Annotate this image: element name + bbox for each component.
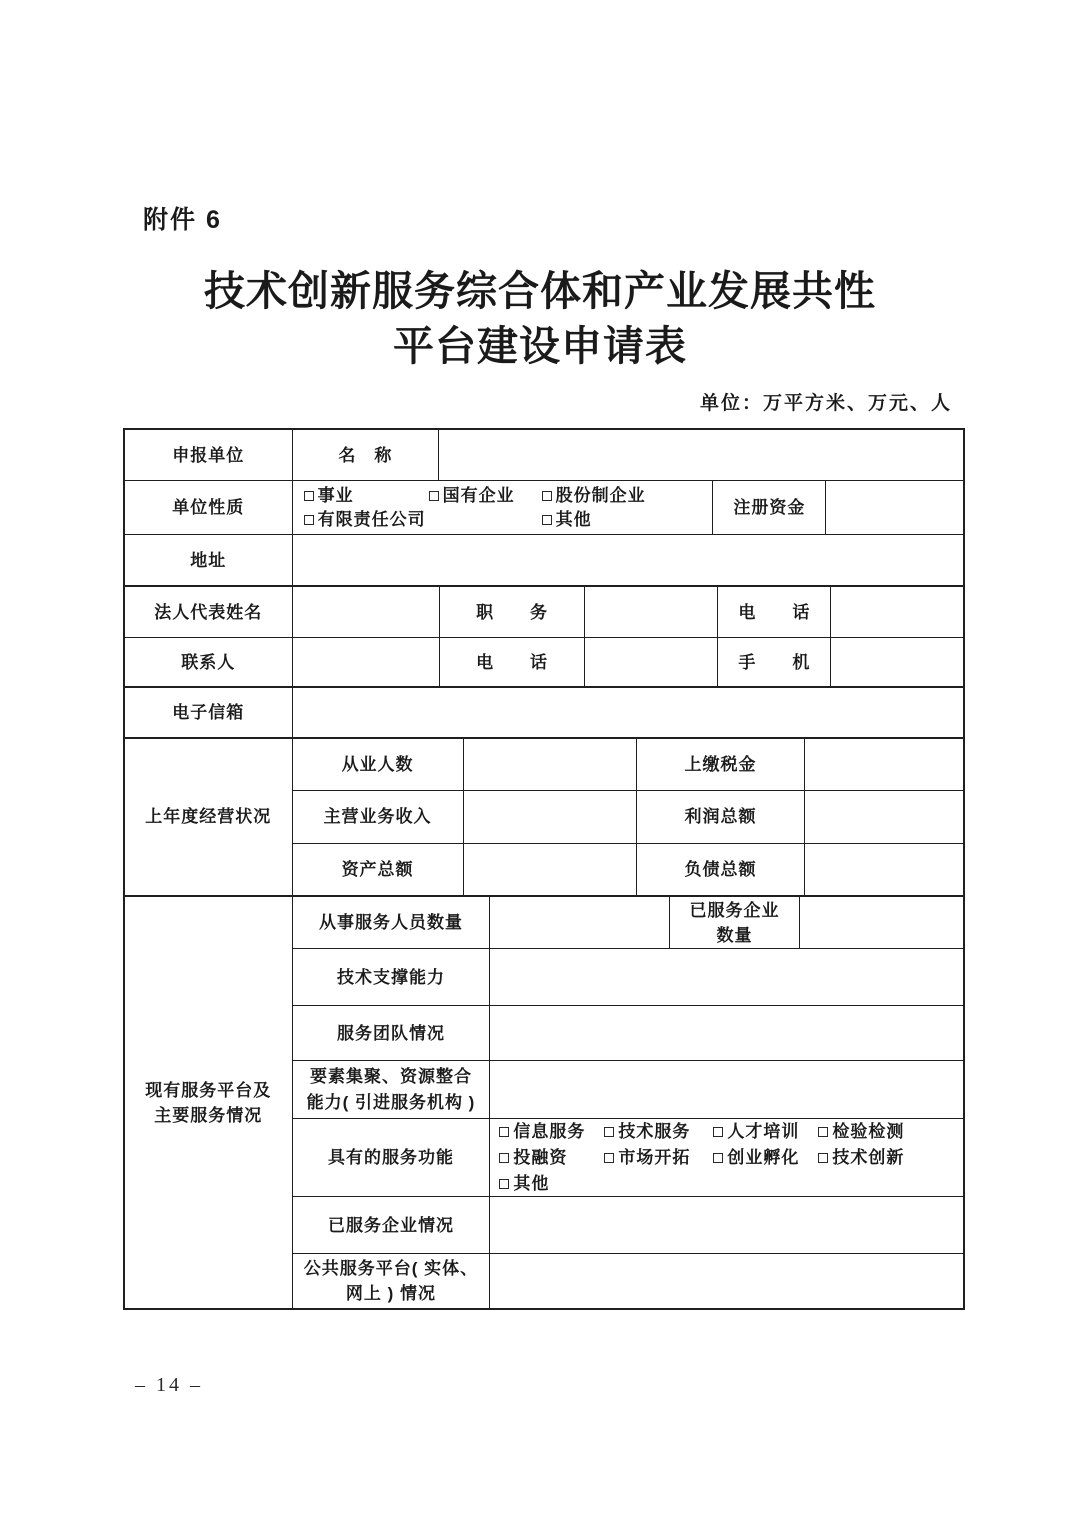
input-cell-total-liabilities xyxy=(805,844,963,895)
checkbox-label: 技术服务 xyxy=(618,1121,691,1141)
checkbox-option-joint-stock xyxy=(542,484,646,508)
checkbox-label: 检验检测 xyxy=(832,1121,905,1141)
input-cell-service-team xyxy=(490,1006,963,1060)
checkbox-label: 其他 xyxy=(555,509,592,529)
label-served-companies: 已服务企业情况 xyxy=(293,1197,491,1253)
checkbox-label: 信息服务 xyxy=(513,1121,586,1141)
input-cell-tax-paid xyxy=(805,739,963,790)
checkbox-label: 市场开拓 xyxy=(618,1147,691,1167)
row-legal-representative xyxy=(125,587,963,638)
row-revenue-profit xyxy=(293,791,963,843)
unit-nature-options-line2 xyxy=(304,508,711,532)
input-cell-public-platform xyxy=(490,1254,963,1308)
input-cell-served-company-count xyxy=(800,897,963,948)
input-cell-main-revenue xyxy=(464,791,638,842)
row-contact-person xyxy=(125,638,963,687)
label-served-company-count-line1: 已服务企业 xyxy=(689,900,780,920)
row-unit-nature xyxy=(125,481,963,535)
checkbox-option-info-service xyxy=(499,1119,604,1145)
checkbox-icon xyxy=(499,1153,509,1163)
input-cell-legal-rep-phone xyxy=(831,587,963,637)
label-total-liabilities: 负债总额 xyxy=(637,844,805,895)
label-existing-platform-line1: 现有服务平台及 xyxy=(145,1080,272,1100)
label-served-company-count xyxy=(670,897,800,948)
label-public-platform-line1: 公共服务平台( 实体、 xyxy=(303,1259,479,1279)
label-registered-capital: 注册资金 xyxy=(713,481,826,534)
checkbox-option-state-owned xyxy=(429,484,542,508)
checkbox-label: 投融资 xyxy=(513,1147,568,1167)
checkbox-icon xyxy=(713,1127,723,1137)
checkbox-option-incubation xyxy=(713,1145,818,1171)
row-served-companies xyxy=(293,1197,963,1254)
row-email xyxy=(125,688,963,739)
label-address: 地址 xyxy=(125,535,293,585)
checkbox-icon xyxy=(818,1153,828,1163)
section-existing-platform xyxy=(125,897,963,1308)
input-cell-contact-person xyxy=(293,638,440,685)
label-tech-support: 技术支撑能力 xyxy=(293,949,491,1005)
input-cell-service-staff-count xyxy=(490,897,670,948)
label-contact-person: 联系人 xyxy=(125,638,293,685)
checkbox-label: 创业孵化 xyxy=(727,1147,800,1167)
input-cell-resource-aggregation xyxy=(490,1061,963,1118)
label-served-company-count-line2: 数量 xyxy=(716,925,753,945)
input-cell-address xyxy=(293,535,963,585)
page-number: – 14 – xyxy=(135,1374,203,1396)
input-cell-legal-rep-name xyxy=(293,587,440,637)
input-cell-legal-rep-title xyxy=(585,587,718,637)
checkbox-label: 技术创新 xyxy=(832,1147,905,1167)
label-contact-mobile: 手 机 xyxy=(718,638,831,685)
attachment-label: 附件 6 xyxy=(143,206,222,234)
row-employees-tax xyxy=(293,739,963,791)
label-legal-rep-name: 法人代表姓名 xyxy=(125,587,293,637)
label-email: 电子信箱 xyxy=(125,688,293,737)
checkbox-option-tech-service xyxy=(604,1119,713,1145)
label-main-revenue: 主营业务收入 xyxy=(293,791,464,842)
checkbox-icon xyxy=(818,1127,828,1137)
checkbox-icon xyxy=(429,491,439,501)
label-legal-rep-title: 职 务 xyxy=(440,587,585,637)
checkbox-label: 其他 xyxy=(513,1173,550,1193)
checkbox-option-other-function xyxy=(499,1171,549,1197)
label-unit-name: 名 称 xyxy=(293,430,440,480)
input-cell-tech-support xyxy=(490,949,963,1005)
checkbox-icon xyxy=(604,1153,614,1163)
checkbox-icon xyxy=(499,1127,509,1137)
input-cell-registered-capital xyxy=(826,481,963,534)
checkbox-icon xyxy=(604,1127,614,1137)
last-year-operation-rows xyxy=(293,739,963,895)
service-functions-line3 xyxy=(499,1171,961,1197)
input-cell-contact-phone xyxy=(585,638,718,685)
row-tech-support xyxy=(293,949,963,1006)
input-cell-email xyxy=(293,688,963,737)
label-service-team: 服务团队情况 xyxy=(293,1006,491,1060)
checkbox-option-institution xyxy=(304,484,429,508)
checkbox-option-market-expansion xyxy=(604,1145,713,1171)
label-contact-phone: 电 话 xyxy=(440,638,585,685)
checkbox-option-investment xyxy=(499,1145,604,1171)
document-title xyxy=(0,264,1080,374)
input-cell-served-companies xyxy=(490,1197,963,1253)
label-employee-count: 从业人数 xyxy=(293,739,464,790)
existing-platform-rows xyxy=(293,897,963,1308)
service-functions-options xyxy=(490,1119,963,1196)
unit-nature-options xyxy=(293,481,714,534)
service-functions-line1 xyxy=(499,1119,961,1145)
checkbox-icon xyxy=(542,515,552,525)
application-form-table xyxy=(123,428,965,1310)
row-public-platform xyxy=(293,1254,963,1308)
checkbox-icon xyxy=(304,515,314,525)
checkbox-label: 事业 xyxy=(317,485,354,505)
input-cell-employee-count xyxy=(464,739,638,790)
row-service-team xyxy=(293,1006,963,1061)
checkbox-icon xyxy=(713,1153,723,1163)
document-title-line1: 技术创新服务综合体和产业发展共性 xyxy=(204,268,876,314)
document-title-line2: 平台建设申请表 xyxy=(393,323,687,369)
checkbox-option-other-nature xyxy=(542,508,592,532)
label-resource-aggregation xyxy=(293,1061,491,1118)
checkbox-option-tech-innovation xyxy=(818,1145,904,1171)
checkbox-label: 人才培训 xyxy=(727,1121,800,1141)
row-applicant-unit xyxy=(125,430,963,481)
checkbox-option-llc xyxy=(304,508,542,532)
unit-note: 单位：万平方米、万元、人 xyxy=(700,393,953,414)
row-assets-liabilities xyxy=(293,844,963,895)
input-cell-unit-name xyxy=(439,430,963,480)
section-last-year-operation xyxy=(125,739,963,897)
input-cell-total-profit xyxy=(805,791,963,842)
label-public-platform xyxy=(293,1254,491,1308)
checkbox-option-inspection xyxy=(818,1119,904,1145)
checkbox-icon xyxy=(499,1179,509,1189)
label-existing-platform-line2: 主要服务情况 xyxy=(154,1105,263,1125)
input-cell-total-assets xyxy=(464,844,638,895)
label-service-functions: 具有的服务功能 xyxy=(293,1119,491,1196)
row-address xyxy=(125,535,963,587)
label-existing-platform xyxy=(125,897,293,1308)
label-unit-nature: 单位性质 xyxy=(125,481,293,534)
label-resource-aggregation-line2: 能力( 引进服务机构 ) xyxy=(306,1092,476,1112)
label-legal-rep-phone: 电 话 xyxy=(718,587,831,637)
checkbox-icon xyxy=(542,491,552,501)
row-resource-aggregation xyxy=(293,1061,963,1119)
label-service-staff-count: 从事服务人员数量 xyxy=(293,897,491,948)
checkbox-label: 有限责任公司 xyxy=(317,509,426,529)
label-tax-paid: 上缴税金 xyxy=(637,739,805,790)
row-service-staff xyxy=(293,897,963,949)
unit-nature-options-line1 xyxy=(304,484,711,508)
checkbox-option-talent-training xyxy=(713,1119,818,1145)
checkbox-label: 股份制企业 xyxy=(555,485,646,505)
label-resource-aggregation-line1: 要素集聚、资源整合 xyxy=(309,1066,472,1086)
label-total-assets: 资产总额 xyxy=(293,844,464,895)
input-cell-contact-mobile xyxy=(831,638,963,685)
label-last-year-operation: 上年度经营状况 xyxy=(125,739,293,895)
service-functions-line2 xyxy=(499,1145,961,1171)
row-service-functions xyxy=(293,1119,963,1197)
label-applicant-unit: 申报单位 xyxy=(125,430,293,480)
label-total-profit: 利润总额 xyxy=(637,791,805,842)
checkbox-icon xyxy=(304,491,314,501)
checkbox-label: 国有企业 xyxy=(442,485,515,505)
label-public-platform-line2: 网上 ) 情况 xyxy=(345,1284,437,1304)
